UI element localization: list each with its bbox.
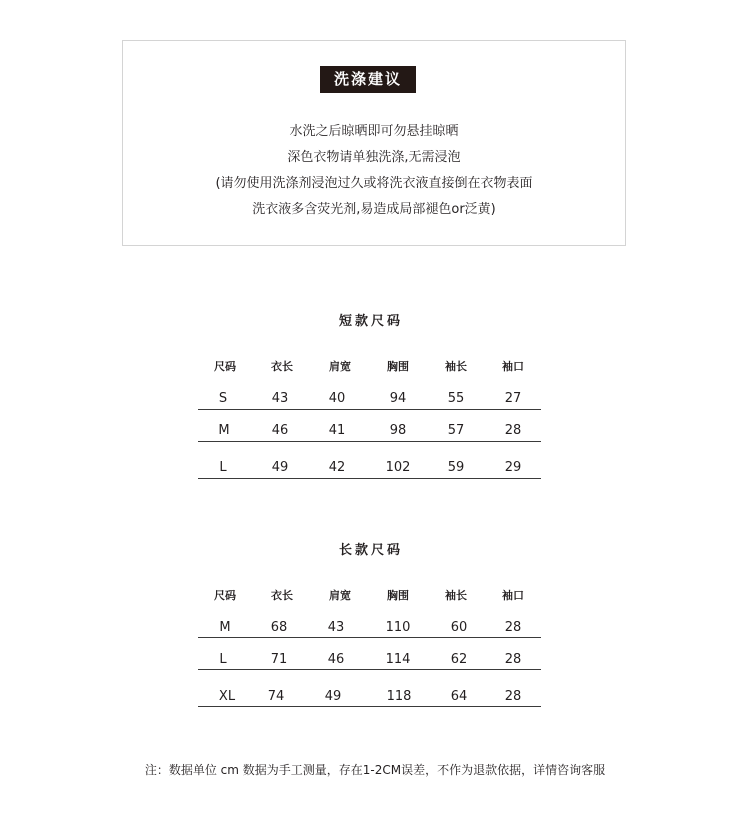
cell-cuff: 28 — [504, 689, 522, 704]
header-shoulder: 肩宽 — [329, 360, 351, 373]
cell-chest: 94 — [389, 391, 407, 406]
cell-sleeve: 60 — [450, 620, 468, 635]
care-line-1: 水洗之后晾晒即可勿悬挂晾晒 — [289, 124, 459, 139]
cell-size: S — [218, 391, 228, 406]
header-cuff: 袖口 — [502, 360, 524, 373]
cell-sleeve: 55 — [447, 391, 465, 406]
header-size: 尺码 — [214, 589, 236, 602]
cell-size: M — [219, 620, 231, 635]
header-chest: 胸围 — [387, 360, 409, 373]
cell-size: L — [219, 652, 227, 667]
cell-size: M — [218, 423, 230, 438]
cell-shoulder: 46 — [327, 652, 345, 667]
header-cuff: 袖口 — [502, 589, 524, 602]
long-size-title: 长款尺码 — [338, 543, 403, 558]
row-divider — [198, 669, 541, 670]
row-divider — [198, 637, 541, 638]
header-shoulder: 肩宽 — [329, 589, 351, 602]
cell-cuff: 28 — [504, 423, 522, 438]
row-divider — [198, 478, 541, 479]
cell-cuff: 29 — [504, 460, 522, 475]
row-divider — [198, 409, 541, 410]
row-divider — [198, 706, 541, 707]
row-divider — [198, 441, 541, 442]
cell-chest: 102 — [385, 460, 411, 475]
cell-sleeve: 57 — [447, 423, 465, 438]
cell-length: 74 — [267, 689, 285, 704]
cell-chest: 114 — [385, 652, 411, 667]
care-title: 洗涤建议 — [320, 66, 416, 93]
cell-length: 46 — [271, 423, 289, 438]
header-length: 衣长 — [271, 360, 293, 373]
cell-sleeve: 59 — [447, 460, 465, 475]
cell-shoulder: 43 — [327, 620, 345, 635]
cell-cuff: 28 — [504, 652, 522, 667]
care-line-3: (请勿使用洗涤剂浸泡过久或将洗衣液直接倒在衣物表面 — [215, 176, 533, 191]
cell-chest: 118 — [386, 689, 412, 704]
short-size-title: 短款尺码 — [338, 314, 403, 329]
cell-chest: 98 — [389, 423, 407, 438]
cell-sleeve: 62 — [450, 652, 468, 667]
cell-shoulder: 49 — [324, 689, 342, 704]
cell-chest: 110 — [385, 620, 411, 635]
cell-length: 68 — [270, 620, 288, 635]
header-length: 衣长 — [271, 589, 293, 602]
care-line-2: 深色衣物请单独洗涤,无需浸泡 — [287, 150, 461, 165]
cell-size: L — [219, 460, 227, 475]
footnote: 注：数据单位 cm 数据为手工测量，存在1-2CM误差，不作为退款依据，详情咨询客服 — [144, 763, 606, 777]
cell-length: 43 — [271, 391, 289, 406]
cell-cuff: 27 — [504, 391, 522, 406]
header-sleeve: 袖长 — [445, 360, 467, 373]
header-size: 尺码 — [214, 360, 236, 373]
cell-shoulder: 40 — [328, 391, 346, 406]
cell-length: 49 — [271, 460, 289, 475]
cell-size: XL — [218, 689, 236, 704]
cell-length: 71 — [270, 652, 288, 667]
header-sleeve: 袖长 — [445, 589, 467, 602]
cell-shoulder: 41 — [328, 423, 346, 438]
care-line-4: 洗衣液多含荧光剂,易造成局部褪色or泛黄) — [252, 202, 496, 217]
cell-cuff: 28 — [504, 620, 522, 635]
cell-sleeve: 64 — [450, 689, 468, 704]
cell-shoulder: 42 — [328, 460, 346, 475]
header-chest: 胸围 — [387, 589, 409, 602]
